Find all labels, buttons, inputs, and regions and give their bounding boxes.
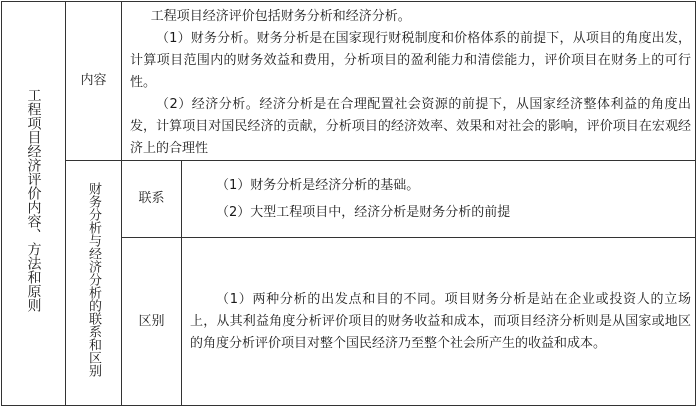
difference-item-1: （1）两种分析的出发点和目的不同。项目财务分析是站在企业或投资人的立场上，从其利益角度分析评价项目的财务收益和成本，而项目经济分析则是从国家或地区的角度分析评价项目对整个国民经济乃至整个社会所产生的收益和成本。 (190, 291, 691, 351)
evaluation-table (1, 1, 696, 406)
link-item-2: （2）大型工程项目中，经济分析是财务分析的前提 (216, 205, 511, 220)
difference-label-cell (122, 238, 182, 406)
difference-text-cell (182, 238, 696, 406)
outer-label: 工程项目经济评价内容、方法和原则 (25, 87, 42, 312)
content-label: 内容 (80, 73, 107, 88)
link-label-cell (122, 161, 182, 238)
content-label-cell (66, 2, 122, 161)
relation-link-row (2, 161, 696, 238)
link-label: 联系 (138, 191, 165, 206)
content-text-cell (122, 2, 696, 161)
relation-group-label: 财务分析与经济分析的联系和区别 (86, 181, 101, 377)
difference-label: 区别 (138, 313, 165, 329)
link-text-cell (182, 161, 696, 238)
content-paragraph-intro: 工程项目经济评价包括财务分析和经济分析。 (150, 9, 411, 24)
relation-group-label-cell (66, 161, 122, 406)
content-paragraph-financial: （1）财务分析。财务分析是在国家现行财税制度和价格体系的前提下，从项目的角度出发，计算项目范围内的财务效益和费用，分析项目的盈利能力和清偿能力，评价项目在财务上的可行性。 (130, 31, 691, 90)
content-row (2, 2, 696, 161)
outer-label-cell (2, 2, 66, 406)
content-paragraph-economic: （2）经济分析。经济分析是在合理配置社会资源的前提下，从国家经济整体利益的角度出发，计算项目对国民经济的贡献，分析项目的经济效率、效果和对社会的影响，评价项目在宏观经济上的合理性 (130, 97, 691, 156)
link-item-1: （1）财务分析是经济分析的基础。 (216, 178, 420, 193)
